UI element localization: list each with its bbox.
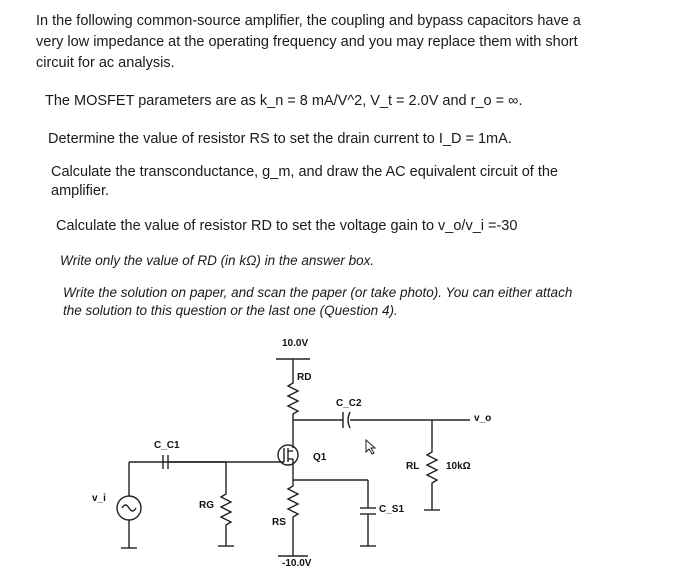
q1-label: Q1 [313, 452, 327, 463]
task-gm-line-1: Calculate the transconductance, g_m, and draw the AC equivalent circuit of the [51, 164, 558, 180]
cc2-label: C_C2 [336, 398, 362, 409]
task-rd: Calculate the value of resistor RD to set the voltage gain to v_o/v_i =-30 [56, 218, 518, 234]
intro-line-1: In the following common-source amplifier, the coupling and bypass capacitors have a [36, 13, 581, 29]
vss-label: -10.0V [282, 558, 312, 569]
intro-line-2: very low impedance at the operating frequency and you may replace them with short [36, 34, 578, 50]
solution-note-line-2: the solution to this question or the last one (Question 4). [63, 303, 398, 318]
task-gm-line-2: amplifier. [51, 183, 110, 199]
rl-label: RL [406, 461, 420, 472]
cursor-icon [366, 440, 375, 454]
cc1-label: C_C1 [154, 440, 180, 451]
rd-resistor [288, 377, 298, 420]
rs-label: RS [272, 517, 286, 528]
solution-note-line-1: Write the solution on paper, and scan the paper (or take photo). You can either attach [63, 285, 573, 300]
cc2-plate-2 [348, 412, 350, 428]
task-rs: Determine the value of resistor RS to set the drain current to I_D = 1mA. [48, 131, 512, 147]
rl-value: 10kΩ [446, 461, 471, 472]
vo-label: v_o [474, 413, 492, 424]
rg-label: RG [199, 500, 214, 511]
vi-label: v_i [92, 493, 106, 504]
rs-resistor [288, 480, 298, 522]
rg-resistor [221, 490, 231, 530]
answer-note: Write only the value of RD (in kΩ) in the answer box. [60, 253, 375, 268]
intro-line-3: circuit for ac analysis. [36, 55, 175, 71]
cs1-label: C_S1 [379, 504, 405, 515]
mosfet-params: The MOSFET parameters are as k_n = 8 mA/V^2, V_t = 2.0V and r_o = ∞. [45, 93, 523, 109]
rl-resistor [427, 448, 437, 488]
vdd-label: 10.0V [282, 338, 309, 349]
rd-label: RD [297, 372, 312, 383]
